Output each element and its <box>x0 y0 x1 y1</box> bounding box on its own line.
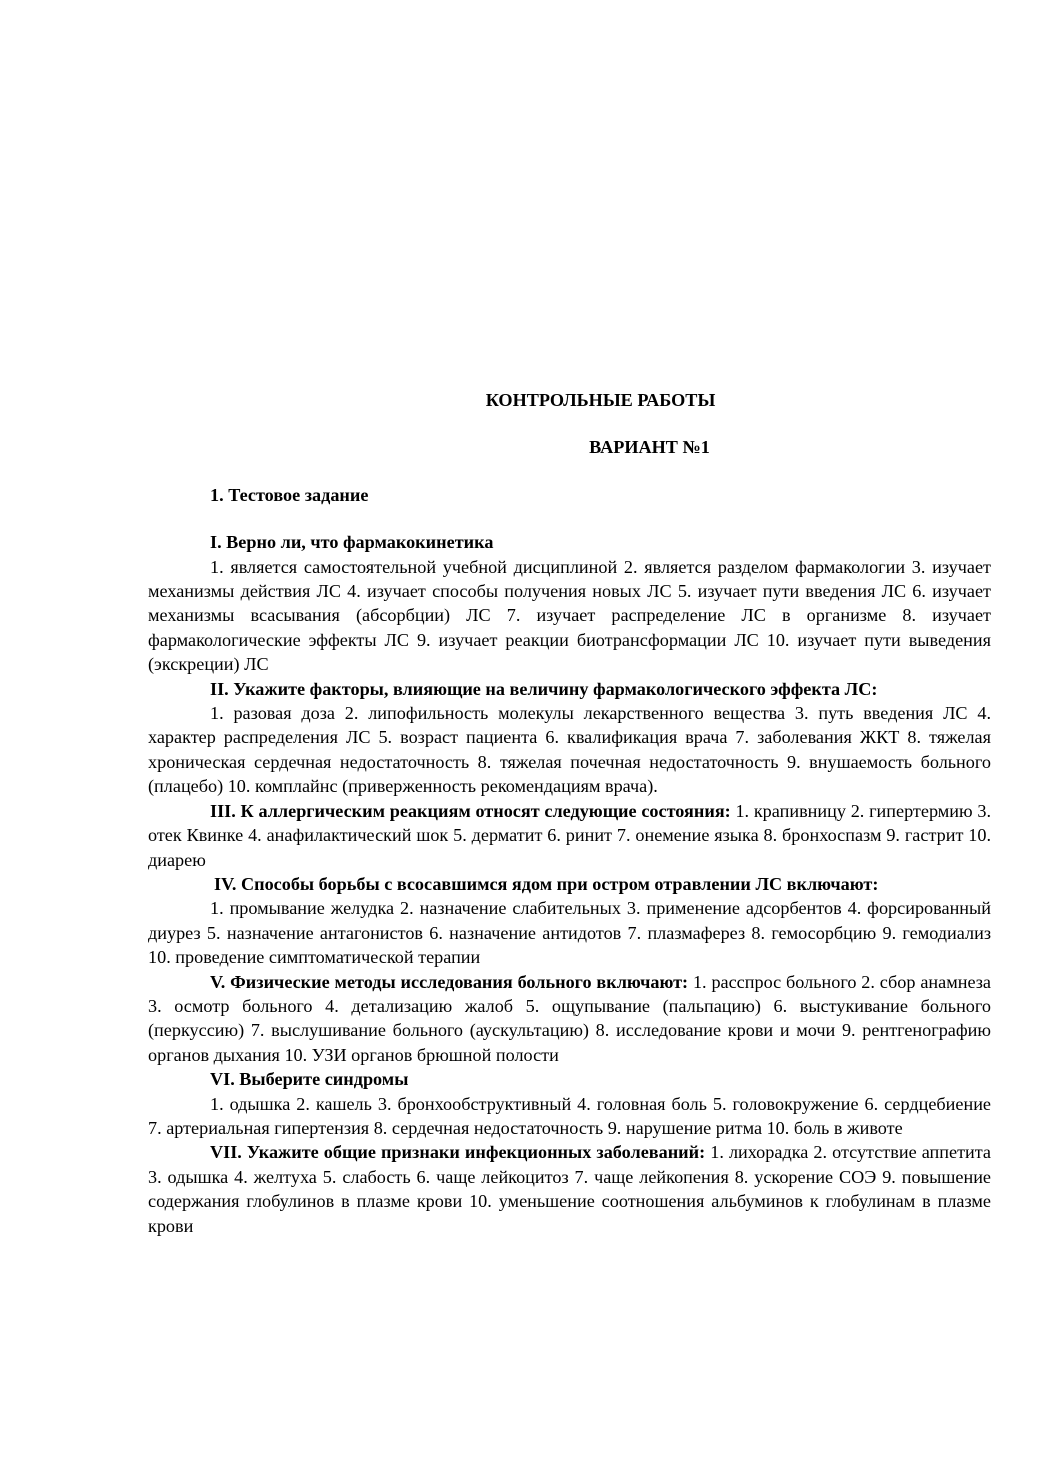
question-heading: IV. Способы борьбы с всосавшимся ядом при остром отравлении ЛС включают: <box>214 873 879 894</box>
question-body: 1. крапивницу 2. гипертермию 3. отек Квинке 4. анафилактический шок 5. дерматит 6. ринит 7. онемение языка 8. бронхоспазм 9. гастрит 10. диарею <box>148 800 991 870</box>
question-heading: III. К аллергическим реакциям относят следующие состояния: <box>210 800 731 821</box>
question-2 <box>148 677 991 799</box>
question-body: 1. промывание желудка 2. назначение слабительных 3. применение адсорбентов 4. форсированный диурез 5. назначение антагонистов 6. назначение антидотов 7. плазмаферез 8. гемосорбцию 9. гемодиализ 10. проведение симптоматической терапии <box>148 898 991 968</box>
variant-title: ВАРИАНТ №1 <box>589 437 710 458</box>
document-title: КОНТРОЛЬНЫЕ РАБОТЫ <box>485 390 716 410</box>
question-1 <box>148 530 991 676</box>
question-3 <box>148 799 991 872</box>
question-4 <box>148 872 991 970</box>
question-7 <box>148 1140 991 1238</box>
question-heading: II. Укажите факторы, влияющие на величину фармакологического эффекта ЛС: <box>210 678 878 699</box>
document-page <box>148 388 991 1238</box>
question-5 <box>148 970 991 1068</box>
question-body: 1. одышка 2. кашель 3. бронхообструктивный 4. головная боль 5. головокружение 6. сердцебиение 7. артериальная гипертензия 8. сердечная недостаточность 9. нарушение ритма 10. боль в животе <box>148 1093 991 1138</box>
question-body: 1. лихорадка 2. отсутствие аппетита 3. одышка 4. желтуха 5. слабость 6. чаще лейкоцитоз 7. чаще лейкопения 8. ускорение СОЭ 9. повышение содержания глобулинов в плазме крови 10. уменьшение соотношения альбуминов к глобулинам в плазме крови <box>148 1142 991 1236</box>
question-body: 1. является самостоятельной учебной дисциплиной 2. является разделом фармакологии 3. изучает механизмы действия ЛС 4. изучает способы получения новых ЛС 5. изучает пути введения ЛС 6. изучает механизмы всасывания (абсорбции) ЛС 7. изучает распределение ЛС в организме 8. изучает фармакологические эффекты ЛС 9. изучает реакции биотрансформации ЛС 10. изучает пути выведения (экскреции) ЛС <box>148 556 991 675</box>
question-heading: VII. Укажите общие признаки инфекционных заболеваний: <box>210 1142 706 1163</box>
question-heading: VI. Выберите синдромы <box>210 1069 409 1090</box>
section-title: 1. Тестовое задание <box>210 484 369 505</box>
question-heading: V. Физические методы исследования больного включают: <box>210 971 689 992</box>
question-body: 1. разовая доза 2. липофильность молекулы лекарственного вещества 3. путь введения ЛС 4. характер распределения ЛС 5. возраст пациента 6. квалификация врача 7. заболевания ЖКТ 8. тяжелая хроническая сердечная недостаточность 8. тяжелая почечная недостаточность 9. внушаемость больного (плацебо) 10. комплайнс (приверженность рекомендациям врача). <box>148 703 991 797</box>
question-body: 1. расспрос больного 2. сбор анамнеза 3. осмотр больного 4. детализацию жалоб 5. ощупывание (пальпацию) 6. выстукивание больного (перкуссию) 7. выслушивание больного (аускультацию) 8. исследование крови и мочи 9. рентгенографию органов дыхания 10. УЗИ органов брюшной полости <box>148 971 991 1065</box>
question-6 <box>148 1067 991 1140</box>
question-heading: I. Верно ли, что фармакокинетика <box>210 532 494 553</box>
